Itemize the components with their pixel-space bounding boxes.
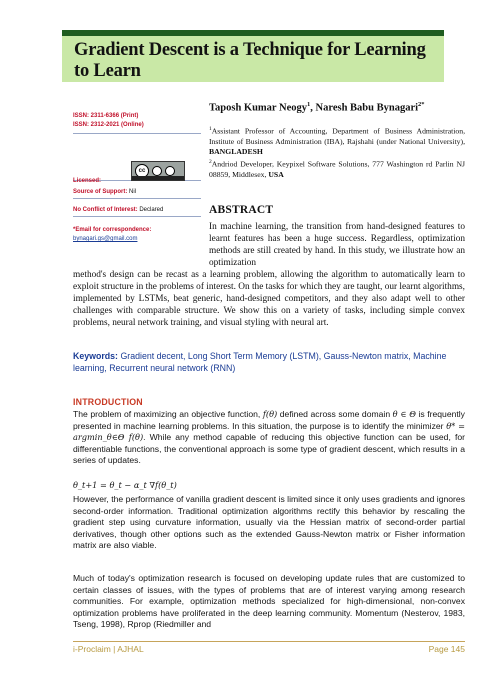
abstract-text-part2: method's design can be recast as a learning problem, allowing the algorithm to automatically learn to exploit structure in the problems of interest. On the tasks for which they are taught, our learnt algorithms, implemented by LSTMs, beat generic, hand-designed competitors, and they also adapt well to other challenges with comparable structure. We show this on a variety of tasks, including simple convex problems, neural network training, and visual styling with neural art. [73, 270, 465, 328]
abstract-text-part1: In machine learning, the transition from hand-designed features to learnt features has been a huge success. Regardless, optimization methods are still created by hand. In this study, we illustrate how an optimization [209, 222, 465, 268]
email-link[interactable]: bynagari.gs@gmail.com [73, 236, 138, 242]
keywords-value: Gradient decent, Long Short Term Memory (LSTM), Gauss-Newton matrix, Machine learning, Recurrent neural network (RNN) [73, 351, 447, 373]
footer-page-number: Page 145 [428, 644, 465, 654]
affiliation-1: $^1$Assistant Professor of Accounting, Department of Business Administration, Institute of Business Administration (IBA), Rajshahi (under National University), BANGLADESH [209, 126, 465, 156]
attribution-icon [152, 166, 162, 176]
conflict-block [73, 199, 201, 217]
affiliation-2: $^2$Andriod Developer, Keypixel Software Solutions, 777 Washington rd Parlin NJ 08859, Middlesex, USA [209, 159, 465, 179]
licensed-label: Licensed: [73, 178, 102, 184]
intro-paragraph-2: However, the performance of vanilla gradient descent is limited since it only uses gradients and ignores second-order information. Traditional optimization algorithms rectify this behavior by rescaling the gradient step using curvature information, usually via the Hessian matrix of second-order partial derivatives, though other options such as the extended Gauss-Newton matrix or Fisher information matrix are also viable. [73, 494, 465, 550]
sidebar-info [73, 110, 201, 247]
email-label: *Email for correspondence: [73, 227, 152, 233]
affiliations [209, 124, 465, 180]
author-2: Naresh Babu Bynagari [315, 102, 419, 114]
issn-online: ISSN: 2312-2021 (Online) [73, 122, 144, 128]
keywords [73, 350, 465, 374]
issn-block [73, 110, 201, 134]
author-1: Taposh Kumar Neogy [209, 102, 308, 114]
conflict-label: No Conflict of Interest: [73, 207, 138, 213]
issn-print: ISSN: 2311-6366 (Print) [73, 113, 139, 119]
update-equation: θ_t+1 = θ_t − α_t ∇f(θ_t) [73, 480, 177, 490]
conflict-value: Declared [139, 207, 164, 213]
footer-journal: i-Proclaim | AJHAL [73, 644, 144, 654]
intro-paragraph-3: Much of today's optimization research is focused on developing update rules that are customized to certain classes of issues, with the types of problems that are of interest varying among research communities. For example, optimization methods specialized for high-dimensional, non-convex optimization problems have proliferated in the deep learning community. Momentum (Nesterov, 1983, Tseng, 1998), Rprop (Riedmiller and [73, 573, 465, 629]
paper-title-line1: Gradient Descent is a Technique for Learning [74, 40, 426, 60]
cc-badge-text: cc [135, 164, 149, 178]
support-label: Source of Support: [73, 189, 128, 195]
support-value: Nil [129, 189, 137, 195]
authors-line: Taposh Kumar Neogy$^1$, Naresh Babu Bynagari$^{2*}$ [209, 101, 425, 114]
noncommercial-icon [165, 166, 175, 176]
title-banner [62, 30, 444, 82]
cc-license-icon[interactable] [131, 161, 185, 181]
introduction-heading: INTRODUCTION [73, 397, 143, 407]
paper-title-line2: to Learn [74, 61, 141, 81]
abstract-heading: ABSTRACT [209, 204, 274, 216]
license-block [73, 134, 201, 184]
footer-divider [73, 641, 465, 642]
intro-paragraph-1: The problem of maximizing an objective function, f(θ) defined across some domain θ ∈ Θ is frequently presented in machine learning problems. In this situation, the purpose is to identify the minimizer θ* = argmin_θ∈Θ f(θ). While any method capable of reducing this objective function can be used, for differentiable functions, the conventional approach is some type of gradient descent, which results in a series of updates. [73, 409, 465, 465]
email-block [73, 217, 201, 247]
keywords-label: Keywords: [73, 351, 118, 361]
